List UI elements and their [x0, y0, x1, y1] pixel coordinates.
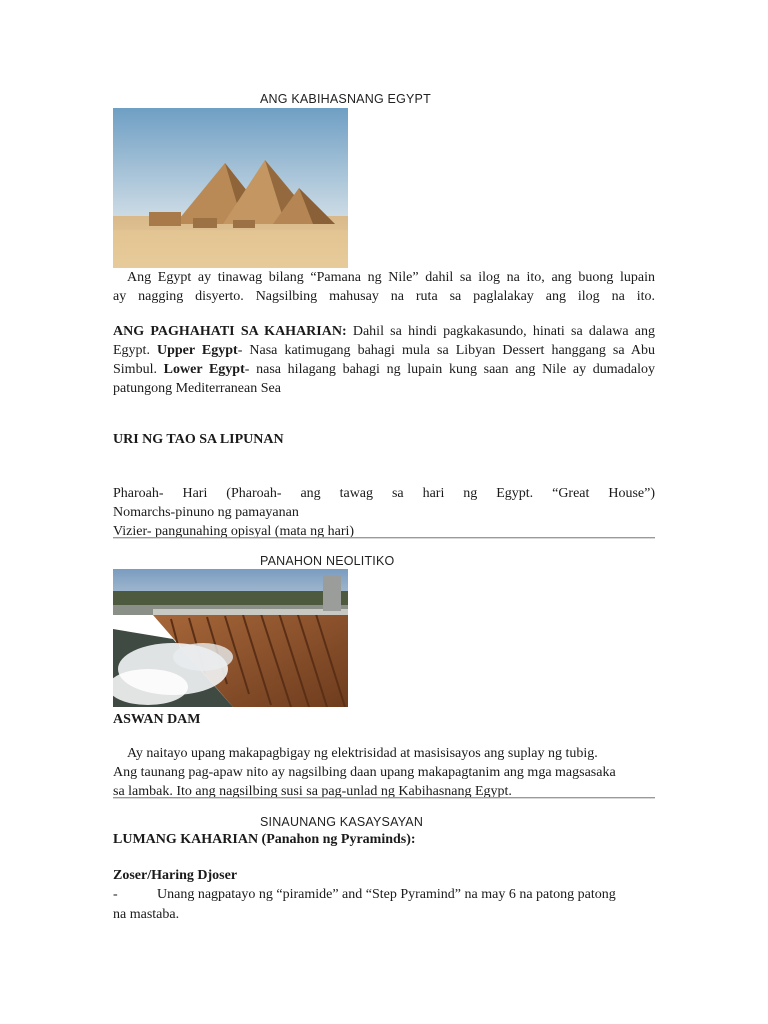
paghahati-text-3: - nasa hilagang bahagi ng lupain kung saan ang Nile ay dumadaloy patungong Mediterranean Sea: [113, 362, 655, 396]
divider-1: [113, 537, 655, 539]
paghahati-paragraph: [113, 322, 655, 398]
dam-photo: [113, 569, 348, 707]
intro-line-2: ay nagging disyerto. Nagsilbing mahusay na ruta sa paglalakay ang ilog na ito.: [113, 289, 655, 304]
lower-egypt-label: Lower Egypt: [163, 362, 245, 377]
lumang-kaharian-heading: LUMANG KAHARIAN (Panahon ng Pyraminds):: [113, 832, 416, 847]
section-title-egypt: ANG KABIHASNANG EGYPT: [260, 92, 431, 106]
bullet-line-1: Unang nagpatayo ng “piramide” and “Step Pyramind” na may 6 na patong patong: [157, 887, 616, 902]
divider-2: [113, 797, 655, 799]
uri-list: [113, 484, 655, 541]
pyramids-photo: [113, 108, 348, 268]
paghahati-heading: ANG PAGHAHATI SA KAHARIAN:: [113, 324, 347, 339]
uri-line-1: Pharoah- Hari (Pharoah- ang tawag sa hari ng Egypt. “Great House”): [113, 486, 655, 501]
bullet-marker: -: [113, 887, 118, 902]
intro-paragraph: [113, 268, 655, 306]
ruler-name: Zoser/Haring Djoser: [113, 868, 238, 883]
aswan-dam-caption: ASWAN DAM: [113, 712, 201, 727]
paghahati-text-2: - Nasa katimugang bahagi mula sa Libyan Dessert hanggang sa Abu Simbul.: [113, 343, 655, 377]
paghahati-text-1: Dahil sa hindi pagkakasundo, hinati sa dalawa ang Egypt.: [113, 324, 655, 358]
uri-heading: URI NG TAO SA LIPUNAN: [113, 432, 284, 447]
uri-line-2: Nomarchs-pinuno ng pamayanan: [113, 505, 299, 520]
bullet-line-2: na mastaba.: [113, 907, 180, 922]
pyramids-icon: [113, 108, 348, 268]
section-title-kasaysayan: SINAUNANG KASAYSAYAN: [260, 815, 424, 829]
aswan-line-2: Ang taunang pag-apaw nito ay nagsilbing daan upang makapagtanim ang mga magsasaka: [113, 765, 616, 780]
aswan-line-3: sa lambak. Ito ang nagsilbing susi sa pag-unlad ng Kabihasnang Egypt.: [113, 784, 512, 799]
uri-line-3: Vizier- pangunahing opisyal (mata ng hari): [113, 524, 355, 539]
aswan-line-1: Ay naitayo upang makapagbigay ng elektrisidad at masisisayos ang suplay ng tubig.: [127, 746, 598, 761]
dam-icon: [113, 569, 348, 707]
intro-line-1: Ang Egypt ay tinawag bilang “Pamana ng Nile” dahil sa ilog na ito, ang buong lupain: [127, 270, 655, 285]
aswan-paragraph: [113, 744, 655, 801]
section-title-neolitiko: PANAHON NEOLITIKO: [260, 554, 395, 568]
upper-egypt-label: Upper Egypt: [157, 343, 238, 358]
